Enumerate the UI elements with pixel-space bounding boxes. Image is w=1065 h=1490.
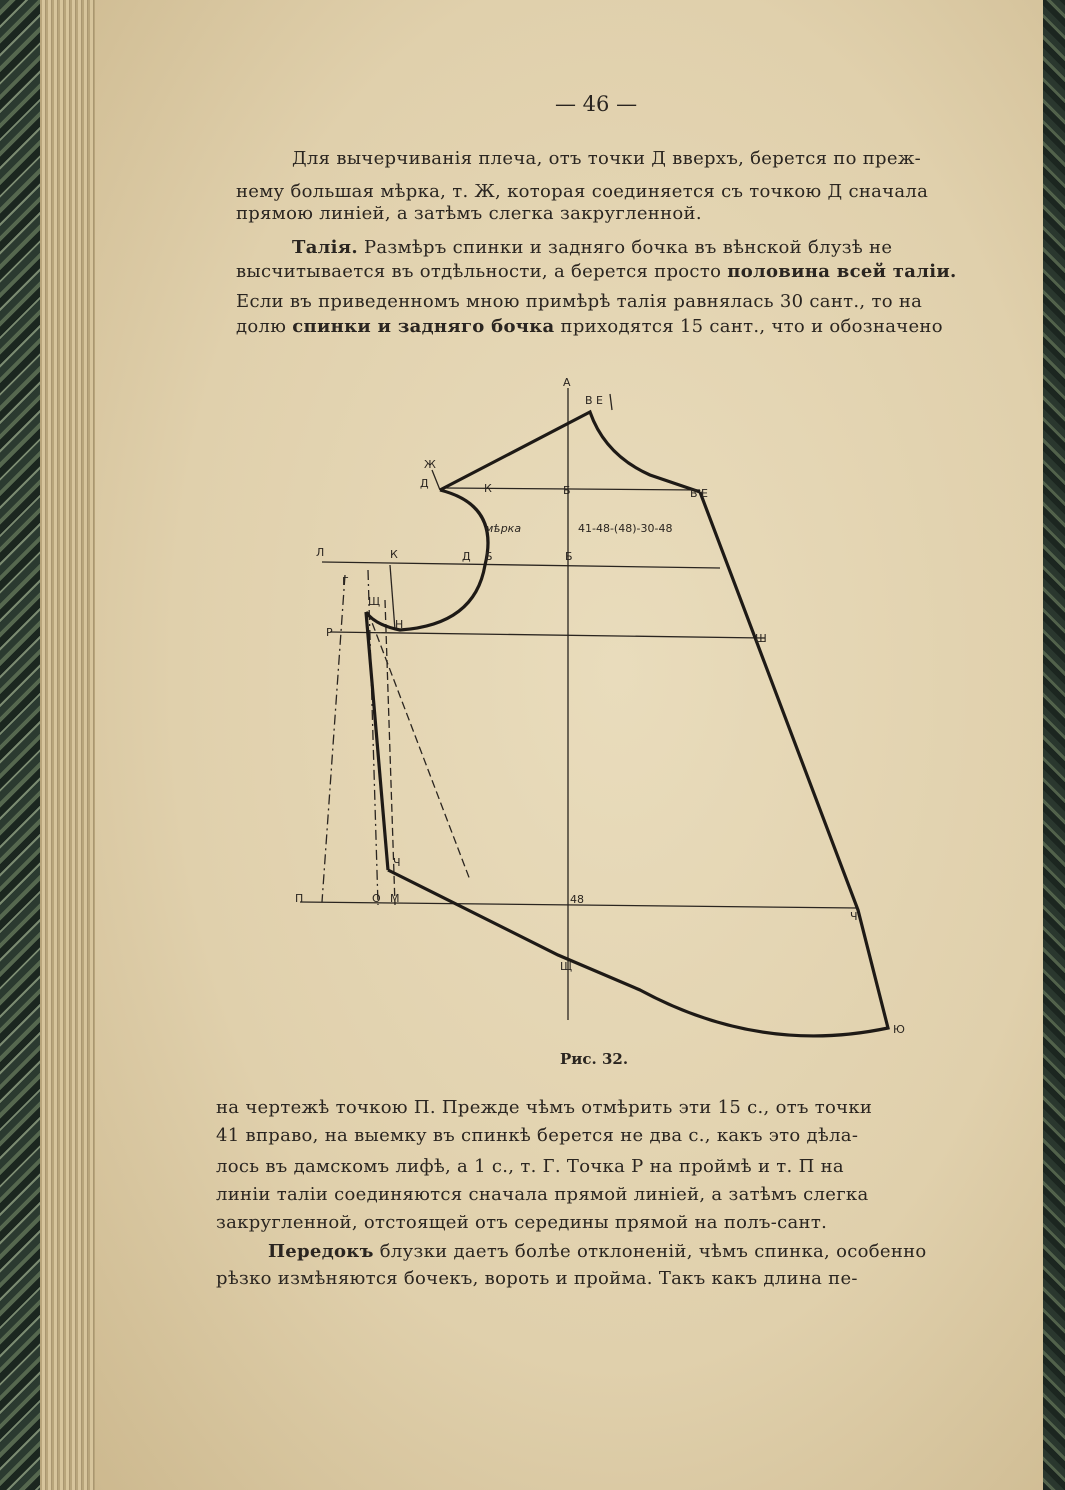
paragraph-3-line-5: закругленной, отстоящей отъ середины прямой на полъ-сант. [216,1212,828,1233]
talia-heading: Талія. [292,237,358,258]
paragraph-2-line-2-text: высчитывается въ отдѣльности, а берется просто [236,261,728,282]
label-a: А [563,376,571,389]
dimension-text: 41-48-(48)-30-48 [578,522,673,535]
armhole-line [330,632,765,638]
diagonal-guide [368,612,470,880]
label-o: О [372,892,381,905]
paragraph-2-emphasis: половина всей таліи. [727,261,957,282]
paragraph-4-line-1 [268,1241,927,1262]
label-ve: В Е [585,394,603,407]
label-zh: Ж [424,458,436,471]
page-number: — 46 — [555,92,638,116]
label-48: 48 [570,893,584,906]
label-k: К [484,482,492,495]
label-shch: Щ [368,595,381,608]
label-sh: Ш [755,632,767,645]
label-shch2: Щ [560,960,573,973]
paragraph-2-line-4-start: долю [236,316,293,337]
label-pi: П [295,892,304,905]
label-k2: К [390,548,398,561]
label-m: М [390,892,400,905]
shoulder-tick [432,470,440,490]
label-d: Д [420,477,429,490]
paragraph-2-line-4-end: приходятся 15 сант., что и обозначено [554,316,943,337]
paragraph-3-line-4: линіи таліи соединяются сначала прямой линіей, а затѣмъ слегка [216,1184,869,1205]
label-d2: Д [462,550,471,563]
label-b3: Б [565,550,573,563]
paragraph-2-line-3: Если въ приведенномъ мною примѣрѣ талія равнялась 30 сант., то на [236,291,923,312]
label-n: Н [395,618,404,631]
back-center-line [322,575,345,902]
label-g: Г [342,575,349,588]
bust-line [322,562,720,568]
label-ch: Ч [393,856,401,869]
label-v: В Е [690,487,708,500]
label-b2: Б [485,550,493,563]
paragraph-1-line-1: Для вычерчиванія плеча, отъ точки Д вверхъ, берется по преж- [292,148,922,169]
top-tick [610,394,612,410]
paragraph-4-line-1-text: блузки даетъ болѣе отклоненій, чѣмъ спинка, особенно [373,1241,927,1262]
paragraph-3-line-3: лось въ дамскомъ лифѣ, а 1 с., т. Г. Точка Р на проймѣ и т. П на [216,1156,844,1177]
label-b: Б [563,484,571,497]
neck-shoulder-outline [440,412,700,492]
paragraph-1-line-2: нему большая мѣрка, т. Ж, которая соединяется съ точкою Д сначала [236,181,929,202]
figure-caption: Рис. 32. [560,1050,629,1068]
side-outline [388,492,888,1036]
paragraph-3-line-1: на чертежѣ точкою П. Прежде чѣмъ отмѣрить эти 15 с., отъ точки [216,1097,873,1118]
paragraph-4-line-2: рѣзко измѣняются бочекъ, вороть и пройма. Такъ какъ длина пе- [216,1268,858,1289]
label-ch2: Ч [850,910,858,923]
side-seam-outline [366,612,388,870]
label-l: Л [316,546,325,559]
paragraph-3-line-2: 41 вправо, на выемку въ спинкѣ берется не два с., какъ это дѣла- [216,1125,859,1146]
label-yu: Ю [893,1023,905,1036]
label-p: Р [326,626,333,639]
peredok-heading: Передокъ [268,1241,374,1262]
paragraph-1-line-3: прямою линіей, а затѣмъ слегка закругленной. [236,203,702,224]
paragraph-2-line-4-emphasis: спинки и задняго бочка [292,316,555,337]
paragraph-2-line-1-text: Размѣръ спинки и задняго бочка въ вѣнской блузѣ не [357,237,893,258]
mark-text: мѣрка [485,522,522,535]
